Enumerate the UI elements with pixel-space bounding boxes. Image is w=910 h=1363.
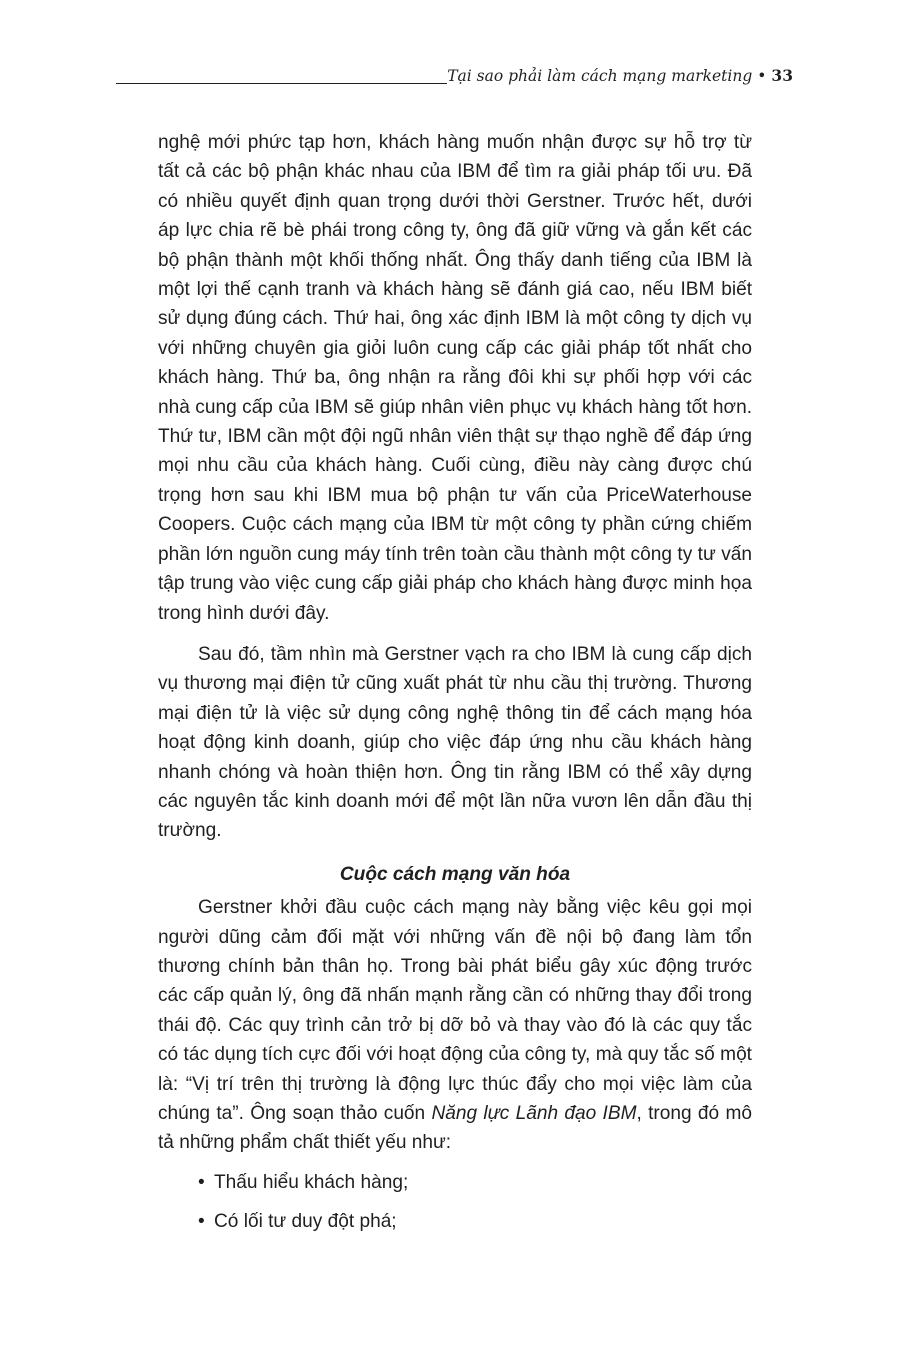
running-title: Tại sao phải làm cách mạng marketing <box>447 66 753 85</box>
header-separator: • <box>757 66 767 85</box>
qualities-list <box>158 1168 752 1237</box>
bullet-icon: • <box>198 1171 205 1193</box>
paragraph-text-part2: , trong đó mô tả những phẩm chất thiết yếu như: <box>158 1103 752 1154</box>
paragraph-continued: nghệ mới phức tạp hơn, khách hàng muốn nhận được sự hỗ trợ từ tất cả các bộ phận khác nhau của IBM để tìm ra giải pháp tối ưu. Đã có nhiều quyết định quan trọng dưới thời Gerstner. Trước hết, dưới áp lực chia rẽ bè phái trong công ty, ông đã giữ vững và gắn kết các bộ phận thành một khối thống nhất. Ông thấy danh tiếng của IBM là một lợi thế cạnh tranh và khách hàng sẽ đánh giá cao, nếu IBM biết sử dụng đúng cách. Thứ hai, ông xác định IBM là một công ty dịch vụ với những chuyên gia giỏi luôn cung cấp các giải pháp tốt nhất cho khách hàng. Thứ ba, ông nhận ra rằng đôi khi sự phối hợp với các nhà cung cấp của IBM sẽ giúp nhân viên phục vụ khách hàng tốt hơn. Thứ tư, IBM cần một đội ngũ nhân viên thật sự thạo nghề để đáp ứng mọi nhu cầu của khách hàng. Cuối cùng, điều này càng được chú trọng hơn sau khi IBM mua bộ phận tư vấn của PriceWaterhouse Coopers. Cuộc cách mạng của IBM từ một công ty phần cứng chiếm phần lớn nguồn cung máy tính trên toàn cầu thành một công ty tư vấn tập trung vào việc cung cấp giải pháp cho khách hàng được minh họa trong hình dưới đây. <box>158 132 752 624</box>
running-header <box>116 62 793 88</box>
page-number: 33 <box>771 65 793 85</box>
list-item <box>198 1168 752 1197</box>
section-heading: Cuộc cách mạng văn hóa <box>339 863 571 885</box>
bullet-icon: • <box>198 1211 205 1233</box>
paragraph-text-part1: Gerstner khởi đầu cuộc cách mạng này bằng việc kêu gọi mọi người dũng cảm đối mặt với những vấn đề nội bộ đang làm tổn thương chính bản thân họ. Trong bài phát biểu gây xúc động trước các cấp quản lý, ông đã nhấn mạnh rằng cần có những thay đổi trong thái độ. Các quy trình cản trở bị dỡ bỏ và thay vào đó là các quy tắc có tác dụng tích cực đối với hoạt động của công ty, mà quy tắc số một là: “Vị trí trên thị trường là động lực thúc đẩy cho mọi việc làm của chúng ta”. Ông soạn thảo cuốn <box>158 897 752 1124</box>
list-item-text: Thấu hiểu khách hàng; <box>214 1171 409 1193</box>
list-item <box>198 1207 752 1236</box>
header-text <box>447 66 793 85</box>
book-title: Năng lực Lãnh đạo IBM <box>431 1103 637 1124</box>
list-item-text: Có lối tư duy đột phá; <box>214 1211 397 1233</box>
page-body <box>158 128 752 1247</box>
paragraph-ecommerce-vision: Sau đó, tầm nhìn mà Gerstner vạch ra cho IBM là cung cấp dịch vụ thương mại điện tử cũng xuất phát từ nhu cầu thị trường. Thương mại điện tử là việc sử dụng công nghệ thông tin để cách mạng hóa hoạt động kinh doanh, giúp cho việc đáp ứng nhu cầu khách hàng nhanh chóng và hoàn thiện hơn. Ông tin rằng IBM có thể xây dựng các nguyên tắc kinh doanh mới để một lần nữa vươn lên dẫn đầu thị trường. <box>158 643 752 842</box>
paragraph-culture-revolution <box>158 893 752 1158</box>
header-rule <box>116 83 447 84</box>
